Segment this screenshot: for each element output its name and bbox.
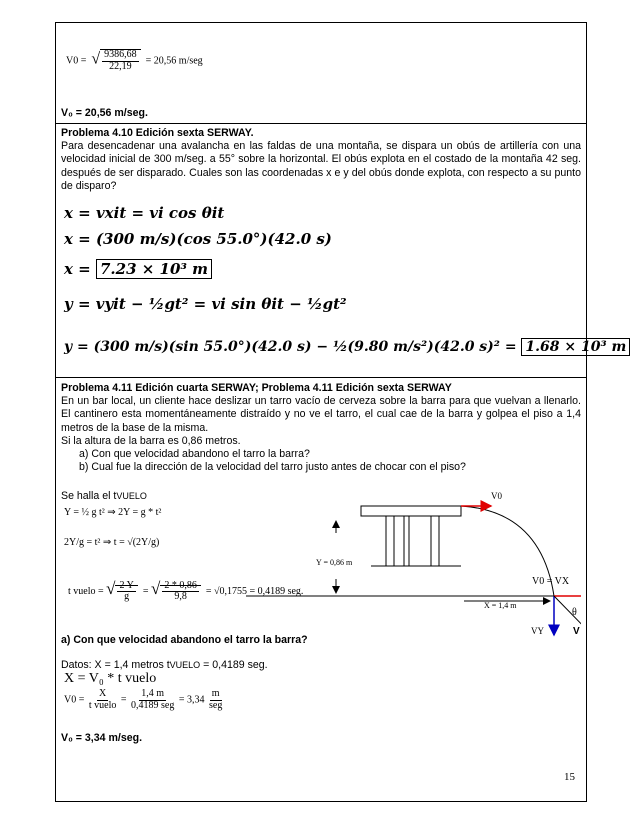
eq-v0-final: V0 = $\frac{X}{\text{t vuelo}}$ = $\frac{1,4 m}{\text{0,4189 seg}}$ = 3,34 $\frac{m}{\text{seg}}$ [64,688,223,711]
eq-x-values [64,230,332,248]
tvuelo-result: = √0,1755 = 0,4189 seg. [205,586,304,597]
problem-4-11-title: Problema 4.11 Edición cuarta SERWAY; Problema 4.11 Edición sexta SERWAY [61,382,452,394]
question-a: a) Con que velocidad abandono el tarro la barra? [79,448,310,461]
v0-frac2-den: 0,4189 seg [131,699,175,711]
v0-denominator: 22,19 [109,60,132,72]
divider [56,377,586,378]
v0-frac2-num: 1,4 m [141,688,165,699]
eq-y-values [64,339,630,355]
bar-diagram [236,491,581,641]
page-number: 15 [564,771,575,783]
label-vx: V0 = VX [532,576,570,587]
v0-frac1-den: t vuelo [88,699,117,711]
frac1-num: 2 Y [119,579,134,591]
label-vy: VY [531,626,544,636]
problem-4-10-text: Para desencadenar una avalancha en las faldas de una montaña, se dispara un obús de artillería con una velocidad inicial de 300 m/seg. a 55° sobre la horizontal. El obús explota en el costado de la montaña 42 seg. después de ser disparado. Cuales son las coordenadas x e y del obús donde explota, con respecto a su punto de disparo? [61,140,581,192]
v0-result: = 20,56 m/seg [145,55,203,67]
v0-frac1-num: X [99,688,107,699]
v0-answer-top: V₀ = 20,56 m/seg. [61,107,148,119]
unit-num: m [211,688,220,699]
label-height: Y = 0,86 m [316,558,353,567]
eq1-text: x = vxit = vi cos θit [64,204,225,222]
answer-a-heading: a) Con que velocidad abandono el tarro la barra? [61,634,308,646]
problem-4-11-text: En un bar local, un cliente hace deslizar un tarro vacío de cerveza sobre la barra para que vuelvan a llenarlo. El cantinero esta momentáneamente distraído y no ve el tarro, el cual cae de la barra y golpea el piso a 1,4 metros de la base de la misma. [61,395,581,434]
problem-4-11 [61,382,581,474]
eq-tvuelo-value: t vuelo = √ $\frac{2 Y}{g}$ = √ $\frac{2 * 0,86}{9,8}$ = √0,1755 = 0,4189 seg. [68,579,304,603]
label-v: V [573,626,580,637]
v0-final-value: = 3,34 [178,694,205,706]
frac2-den: 9,8 [174,591,187,603]
eq-y-formula [64,295,347,313]
datos-value: = 0,4189 seg. [200,659,268,671]
v0-formula-top: V0 = √ $\frac{9386,68}{22,19}$ = 20,56 m/seg [66,49,203,72]
eq2-text: x = (300 m/s)(cos 55.0°)(42.0 s) [64,230,332,248]
question-b: b) Cual fue la dirección de la velocidad del tarro justo antes de chocar con el piso? [79,461,466,474]
label-distance: X = 1,4 m [484,601,517,610]
problem-4-11-height: Si la altura de la barra es 0,86 metros. [61,434,241,447]
eq3-boxed-result: 7.23 × 10³ m [96,259,212,279]
problem-4-10 [61,127,581,193]
tvuelo-heading-text: Se halla el t [61,490,117,502]
eq3-lhs: x = [64,260,91,278]
label-theta: θ [572,607,577,618]
v0-numerator: 9386,68 [104,49,137,60]
tvuelo-heading-sub: VUELO [116,491,147,501]
problem-4-10-title: Problema 4.10 Edición sexta SERWAY. [61,127,254,139]
eq4-text: y = vyit − ½gt² = vi sin θit − ½gt² [64,295,347,313]
bar-table [361,506,461,566]
v0-answer-final: V₀ = 3,34 m/seg. [61,732,143,744]
eq-x-result [64,260,212,278]
eq-x-v0-t: X = V₀ * t vuelo [64,671,157,686]
v0-final-lhs: V0 = [64,694,85,706]
frac2-num: 2 * 0,86 [164,579,197,591]
document-page [55,22,627,802]
eq-t-solve: 2Y/g = t² ⇒ t = √(2Y/g) [64,537,160,548]
divider [56,123,586,124]
label-v0: V0 [491,491,502,501]
tvuelo-heading [61,490,147,503]
tvuelo-lhs: t vuelo = [68,586,104,597]
unit-den: seg [209,699,223,711]
datos-text: Datos: X = 1,4 metros t [61,659,170,671]
eq5-lhs: y = (300 m/s)(sin 55.0°)(42.0 s) − ½(9.80 m/s²)(42.0 s)² = [64,339,517,355]
v0-lhs: V0 = [66,55,87,67]
eq-x-vxi [64,204,224,222]
eq5-boxed-result: 1.68 × 10³ m [521,338,630,356]
datos-sub: VUELO [169,660,201,670]
eq-y-gt2: Y = ½ g t² ⇒ 2Y = g * t² [64,507,162,518]
frac1-den: g [124,591,130,603]
